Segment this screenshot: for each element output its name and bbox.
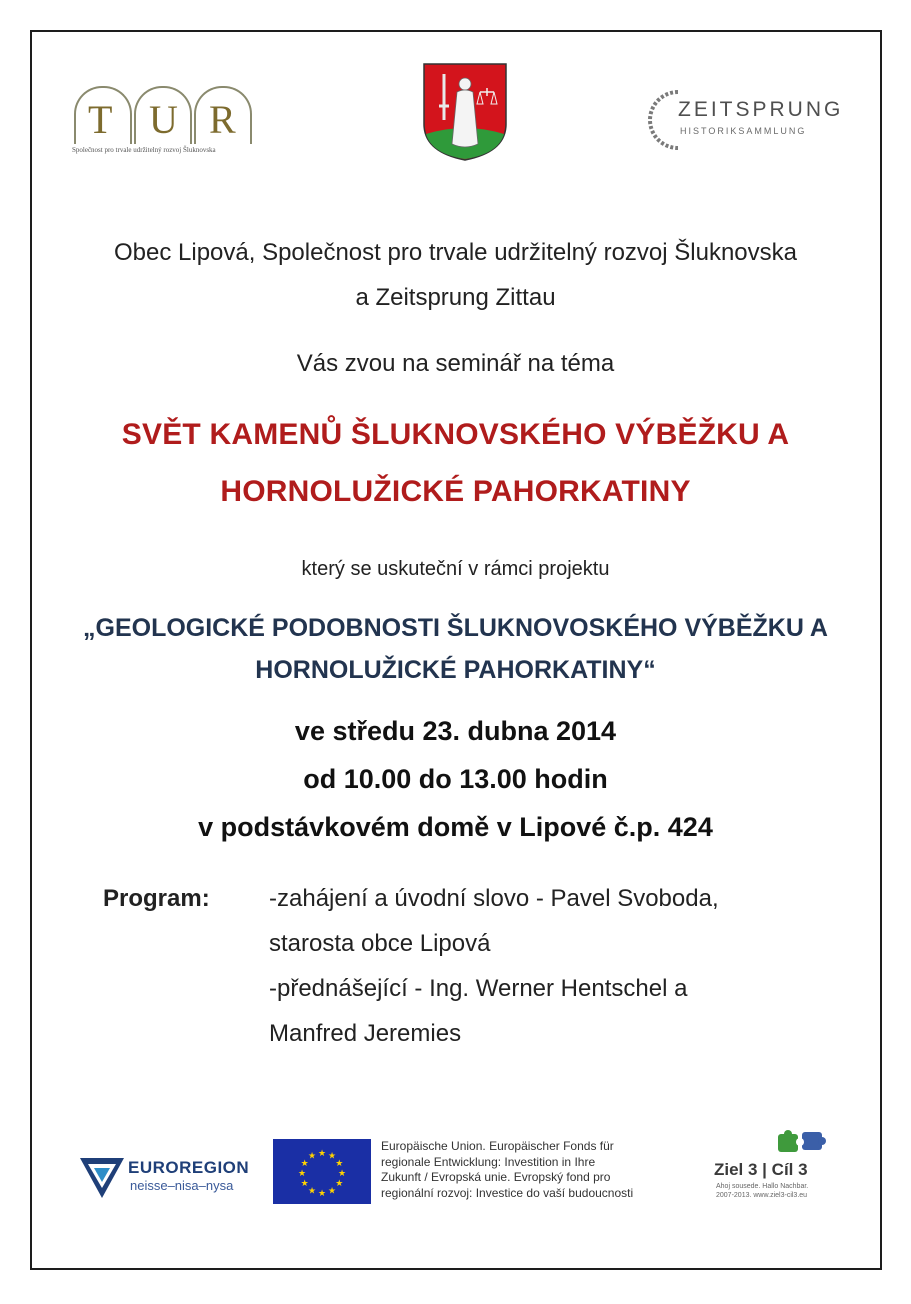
program-line-1: -zahájení a úvodní slovo - Pavel Svoboda, xyxy=(269,885,719,912)
project-intro: který se uskuteční v rámci projektu xyxy=(301,558,610,580)
svg-text:★: ★ xyxy=(335,1159,344,1169)
zeitsprung-logo xyxy=(648,86,844,152)
program-line-4: Manfred Jeremies xyxy=(269,1020,462,1047)
svg-text:★: ★ xyxy=(300,1159,309,1169)
project-name-line-2: HORNOLUŽICKÉ PAHORKATINY“ xyxy=(255,656,656,684)
program-line-3: -přednášející - Ing. Werner Hentschel a xyxy=(269,975,688,1002)
svg-text:★: ★ xyxy=(307,1186,317,1197)
eu-funding-notice xyxy=(381,1139,633,1201)
eu-notice-line: Europäische Union. Europäischer Fonds für xyxy=(381,1139,614,1153)
ziel3-tagline-line: Ahoj sousede. Hallo Nachbar. xyxy=(716,1183,809,1190)
puzzle-icon xyxy=(776,1128,828,1156)
svg-text:★: ★ xyxy=(327,1186,337,1197)
organizers-line-2: a Zeitsprung Zittau xyxy=(355,284,556,311)
event-time: od 10.00 do 13.00 hodin xyxy=(303,764,608,794)
svg-text:★: ★ xyxy=(300,1179,309,1189)
svg-text:★: ★ xyxy=(297,1169,307,1179)
organizers-line-1: Obec Lipová, Společnost pro trvale udržitelný rozvoj Šluknovska xyxy=(113,239,797,266)
euroregion-subtitle: neisse–nisa–nysa xyxy=(130,1178,234,1193)
eu-flag-icon xyxy=(273,1139,371,1204)
euroregion-icon xyxy=(78,1156,126,1200)
euroregion-name: EUROREGION xyxy=(128,1158,250,1177)
seminar-title-line-2: HORNOLUŽICKÉ PAHORKATINY xyxy=(220,475,691,508)
poster-frame xyxy=(30,30,882,1270)
svg-text:★: ★ xyxy=(317,1149,327,1159)
tur-caption: Společnost pro trvale udržitelný rozvoj Šluknovska xyxy=(72,146,216,154)
zeitsprung-name: ZEITSPRUNG xyxy=(678,98,844,121)
svg-text:★: ★ xyxy=(317,1189,327,1199)
zeitsprung-subtitle: HISTORIKSAMMLUNG xyxy=(680,126,807,136)
seminar-title-line-1: SVĚT KAMENŮ ŠLUKNOVSKÉHO VÝBĚŽKU A xyxy=(121,418,790,451)
tur-letter-t: T xyxy=(88,97,113,142)
program-line-2: starosta obce Lipová xyxy=(269,930,491,957)
svg-text:★: ★ xyxy=(337,1169,347,1179)
coat-of-arms-icon xyxy=(422,62,508,162)
tur-letter-r: R xyxy=(209,97,236,142)
euroregion-logo xyxy=(78,1156,268,1202)
eu-notice-line: regionální rozvoj: Investice do vaší budoucnosti xyxy=(381,1185,634,1200)
project-name-line-1: „GEOLOGICKÉ PODOBNOSTI ŠLUKNOVOSKÉHO VÝBĚŽKU A xyxy=(83,614,828,642)
ziel3-tagline xyxy=(716,1182,808,1200)
tur-letter-u: U xyxy=(149,97,178,142)
svg-text:★: ★ xyxy=(335,1179,344,1189)
event-date: ve středu 23. dubna 2014 xyxy=(294,716,617,746)
eu-notice-line: regionale Entwicklung: Investition in Ihre xyxy=(381,1154,596,1169)
ziel3-logo xyxy=(714,1128,844,1208)
tur-logo xyxy=(72,86,254,158)
eu-notice-line: Zukunft / Evropská unie. Evropský fond pro xyxy=(381,1170,611,1184)
svg-text:★: ★ xyxy=(327,1151,337,1162)
program-label: Program: xyxy=(103,885,210,912)
ziel3-name: Ziel 3 | Cíl 3 xyxy=(714,1160,808,1179)
ziel3-tagline-line: 2007-2013. www.ziel3-cil3.eu xyxy=(716,1192,808,1199)
invitation-text: Vás zvou na seminář na téma xyxy=(296,350,615,377)
event-place: v podstávkovém domě v Lipové č.p. 424 xyxy=(198,812,713,842)
svg-text:★: ★ xyxy=(307,1151,317,1162)
